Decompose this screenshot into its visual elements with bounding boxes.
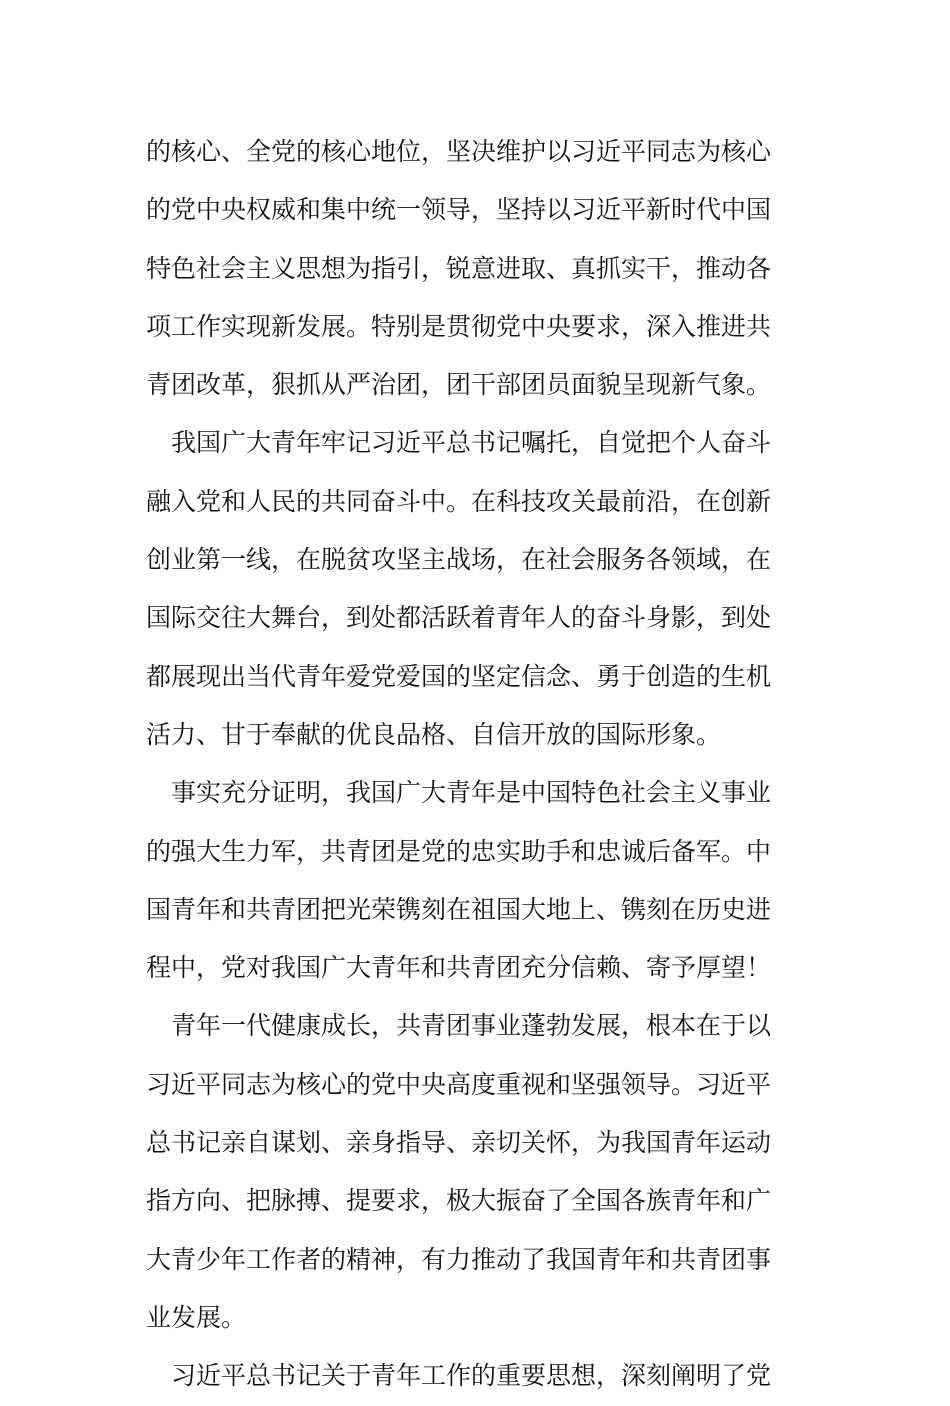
text-line: 项工作实现新发展。特别是贯彻党中央要求，深入推进共	[146, 311, 772, 341]
paragraph-4-start: 青年一代健康成长，共青团事业蓬勃发展，根本在于以	[146, 1011, 772, 1041]
text-line: 活力、甘于奉献的优良品格、自信开放的国际形象。	[146, 719, 722, 749]
text-line: 青团改革，狠抓从严治团，团干部团员面貌呈现新气象。	[146, 370, 772, 400]
text-line: 国际交往大舞台，到处都活跃着青年人的奋斗身影，到处	[146, 603, 772, 633]
paragraph-2-start: 我国广大青年牢记习近平总书记嘱托，自觉把个人奋斗	[146, 428, 772, 458]
text-line: 都展现出当代青年爱党爱国的坚定信念、勇于创造的生机	[146, 661, 772, 691]
text-line: 创业第一线，在脱贫攻坚主战场，在社会服务各领域，在	[146, 545, 772, 575]
text-line: 的党中央权威和集中统一领导，坚持以习近平新时代中国	[146, 195, 772, 225]
text-line: 业发展。	[146, 1302, 247, 1332]
text-line: 的核心、全党的核心地位，坚决维护以习近平同志为核心	[146, 137, 772, 166]
text-line: 融入党和人民的共同奋斗中。在科技攻关最前沿，在创新	[146, 486, 772, 516]
text-line: 总书记亲自谋划、亲身指导、亲切关怀，为我国青年运动	[146, 1128, 772, 1158]
paragraph-3-start: 事实充分证明，我国广大青年是中国特色社会主义事业	[146, 778, 772, 808]
text-line: 大青少年工作者的精神，有力推动了我国青年和共青团事	[146, 1244, 772, 1274]
body-text	[146, 123, 808, 1406]
paragraph-5-start: 习近平总书记关于青年工作的重要思想，深刻阐明了党	[146, 1361, 772, 1391]
text-line: 的强大生力军，共青团是党的忠实助手和忠诚后备军。中	[146, 836, 772, 866]
text-line: 特色社会主义思想为指引，锐意进取、真抓实干，推动各	[146, 253, 772, 283]
text-line: 指方向、把脉搏、提要求，极大振奋了全国各族青年和广	[146, 1186, 772, 1216]
text-line: 国青年和共青团把光荣镌刻在祖国大地上、镌刻在历史进	[146, 894, 772, 924]
text-line: 习近平同志为核心的党中央高度重视和坚强领导。习近平	[146, 1069, 772, 1099]
text-line: 程中，党对我国广大青年和共青团充分信赖、寄予厚望！	[146, 953, 772, 983]
